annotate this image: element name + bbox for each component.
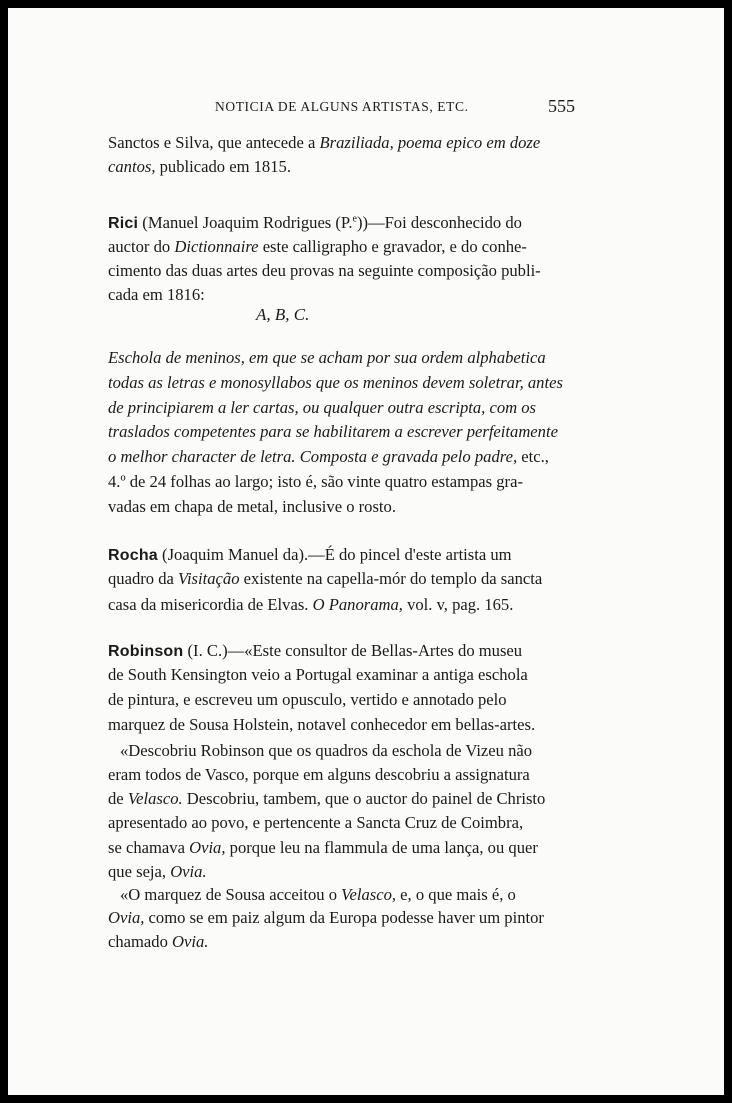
superscript: e xyxy=(352,213,357,225)
italic-run: de principiarem a ler cartas, ou qualquer outra escripta, com os xyxy=(108,398,537,417)
text-line xyxy=(108,373,563,393)
italic-run: Braziliada, poema epico em doze xyxy=(319,133,541,152)
text-run: chamado xyxy=(108,932,173,951)
text-run: de xyxy=(108,789,128,808)
text-run: etc., xyxy=(517,447,549,466)
text-line xyxy=(108,422,558,442)
text-run: Sanctos e Silva, que antecede a xyxy=(108,133,320,152)
text-line xyxy=(108,862,207,882)
text-line xyxy=(108,838,538,858)
italic-run: Visitação xyxy=(178,569,240,588)
text-line xyxy=(108,813,523,833)
book-title-abc: A, B, C. xyxy=(256,305,310,324)
text-line xyxy=(108,932,208,952)
italic-run: Eschola de meninos, em que se acham por sua ordem alphabetica xyxy=(108,348,546,367)
text-run: se chamava xyxy=(108,838,190,857)
text-line xyxy=(120,885,516,905)
text-run: marquez de Sousa Holstein, notavel conhecedor em bellas-artes. xyxy=(108,715,536,734)
italic-run: Dictionnaire xyxy=(174,237,259,256)
running-head xyxy=(8,97,724,121)
entry-heading: Rocha xyxy=(108,547,158,564)
text-run: publicado em 1815. xyxy=(155,157,291,176)
text-run: como se em paiz algum da Europa podesse haver um pintor xyxy=(144,908,544,927)
text-line xyxy=(108,133,540,153)
entry-heading: Robinson xyxy=(108,643,184,660)
text-run: (Manuel Joaquim Rodrigues (P. xyxy=(138,213,353,232)
italic-run: Ovia. xyxy=(170,862,207,881)
text-line xyxy=(108,665,528,685)
text-run: Descobriu, tambem, que o auctor do painel de Christo xyxy=(182,789,546,808)
italic-run: Ovia. xyxy=(172,932,209,951)
italic-run: Ovia, xyxy=(189,838,226,857)
text-line xyxy=(108,157,291,177)
text-run: auctor do xyxy=(108,237,175,256)
book-page xyxy=(8,8,724,1095)
entry-heading: Rici xyxy=(108,215,139,232)
text-run: cada em 1816: xyxy=(108,285,205,304)
text-run: vadas em chapa de metal, inclusive o rosto. xyxy=(108,497,396,516)
text-line xyxy=(108,348,546,368)
text-run: (Joaquim Manuel da).—É do pincel d'este artista um xyxy=(157,545,512,564)
italic-run: o melhor character de letra. Composta e gravada pelo padre, xyxy=(108,447,518,466)
text-run: «O marquez de Sousa acceitou o xyxy=(120,885,342,904)
text-run: quadro da xyxy=(108,569,179,588)
text-run: porque leu na flammula de uma lança, ou quer xyxy=(225,838,538,857)
text-line xyxy=(120,741,532,761)
text-line xyxy=(108,641,522,661)
text-line xyxy=(108,545,512,565)
running-head-title: NOTICIA DE ALGUNS ARTISTAS, ETC. xyxy=(215,99,469,114)
text-line xyxy=(108,789,545,809)
text-run: vol. v, pag. 165. xyxy=(402,595,514,614)
text-line xyxy=(108,765,530,785)
text-line xyxy=(108,472,523,492)
text-line xyxy=(108,398,536,418)
text-line xyxy=(108,285,205,305)
text-run: eram todos de Vasco, porque em alguns descobriu a assignatura xyxy=(108,765,530,784)
text-line xyxy=(108,261,541,281)
text-run: este calligrapho e gravador, e do conhe- xyxy=(258,237,527,256)
text-run: casa da misericordia de Elvas. xyxy=(108,595,313,614)
italic-run: todas as letras e monosyllabos que os meninos devem soletrar, antes xyxy=(108,373,563,392)
text-run: de South Kensington veio a Portugal examinar a antiga eschola xyxy=(108,665,528,684)
text-run: apresentado ao povo, e pertencente a Sancta Cruz de Coimbra, xyxy=(108,813,524,832)
text-line xyxy=(108,569,542,589)
page-number: 555 xyxy=(548,96,575,116)
italic-run: Ovia, xyxy=(108,908,145,927)
text-line xyxy=(108,447,549,467)
text-run: «Descobriu Robinson que os quadros da eschola de Vizeu não xyxy=(120,741,533,760)
text-line xyxy=(108,595,513,615)
text-line xyxy=(108,715,535,735)
text-run: que seja, xyxy=(108,862,171,881)
text-run: cimento das duas artes deu provas na seguinte composição publi- xyxy=(108,261,541,280)
text-line xyxy=(108,237,527,257)
italic-run: cantos, xyxy=(108,157,156,176)
text-run: 4.º de 24 folhas ao largo; isto é, são vinte quatro estampas gra- xyxy=(108,472,523,491)
text-line xyxy=(108,497,396,517)
text-line xyxy=(108,213,522,233)
italic-run: Velasco. xyxy=(127,789,183,808)
text-run: (I. C.)—«Este consultor de Bellas-Artes do museu xyxy=(183,641,523,660)
text-run: de pintura, e escreveu um opusculo, vertido e annotado pelo xyxy=(108,690,507,709)
italic-run: Velasco, xyxy=(341,885,397,904)
italic-run: traslados competentes para se habilitarem a escrever perfeitamente xyxy=(108,422,558,441)
text-run: existente na capella-mór do templo da sancta xyxy=(239,569,543,588)
text-line xyxy=(108,908,544,928)
text-run: e, o que mais é, o xyxy=(396,885,516,904)
text-run: ))—Foi desconhecido do xyxy=(356,213,522,232)
text-line xyxy=(108,690,507,710)
italic-run: O Panorama, xyxy=(312,595,403,614)
